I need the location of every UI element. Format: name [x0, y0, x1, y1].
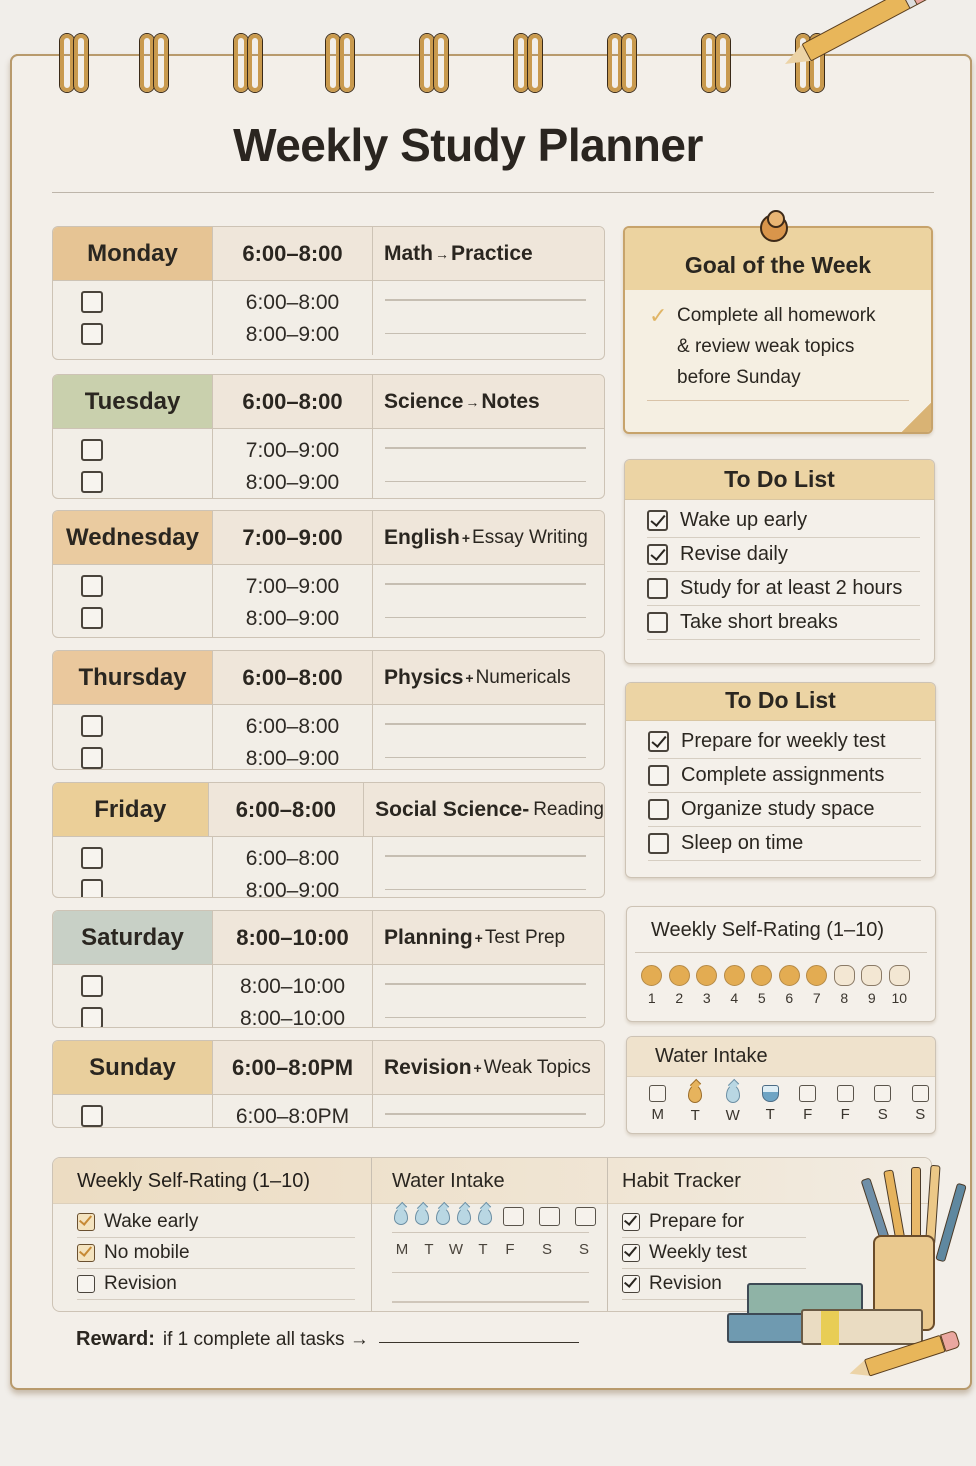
bottom-rating-title: Weekly Self-Rating (1–10) [77, 1170, 311, 1192]
rating-option[interactable] [751, 965, 773, 1006]
day-checkboxes [53, 837, 213, 898]
day-checkboxes [53, 1095, 213, 1128]
self-rating-card [626, 906, 936, 1022]
todo-item[interactable] [647, 538, 920, 572]
empty-circle-icon [861, 965, 882, 986]
rating-number: 4 [730, 990, 739, 1006]
goal-line: Complete all homework [677, 305, 876, 326]
day-header [53, 911, 604, 965]
day-time: 8:00–10:00 [213, 911, 373, 964]
day-letter: T [690, 1107, 700, 1124]
rating-title: Weekly Self-Rating (1–10) [635, 907, 927, 953]
notes-line-input[interactable] [385, 617, 586, 619]
slot-checkbox[interactable] [81, 715, 103, 737]
day-slots [213, 281, 373, 355]
day-block-saturday [52, 910, 605, 1028]
day-slots [213, 565, 373, 638]
notes-line-input[interactable] [385, 757, 586, 759]
day-letter: S [877, 1106, 888, 1123]
todo-item[interactable] [648, 725, 921, 759]
water-day[interactable] [908, 1085, 934, 1124]
day-letter: T [478, 1241, 488, 1259]
rating-option[interactable] [834, 965, 856, 1006]
arrow-icon: → [465, 393, 480, 410]
checked-checkbox[interactable] [77, 1213, 95, 1231]
tracker-label: Wake early [104, 1211, 199, 1232]
goal-title: Goal of the Week [625, 228, 931, 290]
subject-name: Social Science- [375, 797, 530, 821]
day-body [53, 705, 604, 770]
day-notes [373, 281, 604, 355]
empty-box-icon[interactable] [503, 1207, 524, 1226]
arrow-icon: → [435, 245, 449, 262]
day-header [53, 511, 604, 565]
rating-number: 9 [867, 990, 876, 1006]
water-drop-icon[interactable] [415, 1208, 429, 1225]
tracker-item[interactable] [77, 1269, 355, 1300]
day-body [53, 1095, 604, 1128]
day-notes [373, 965, 604, 1028]
title-divider [52, 192, 934, 193]
empty-box-icon [837, 1085, 854, 1102]
tracker-label: Prepare for [649, 1211, 745, 1232]
subject-name: Math [384, 241, 433, 265]
tracker-label: Revision [104, 1273, 177, 1294]
rating-option[interactable] [669, 965, 691, 1006]
notes-line-input[interactable] [385, 583, 586, 585]
goal-line: & review weak topics [677, 336, 855, 357]
empty-box-icon [649, 1085, 666, 1102]
day-letter: W [725, 1107, 740, 1124]
day-block-tuesday [52, 374, 605, 499]
goal-of-week-card [623, 226, 933, 434]
day-letter: S [578, 1241, 589, 1259]
day-time: 7:00–9:00 [213, 511, 373, 564]
day-time: 6:00–8:00 [209, 783, 365, 836]
reward-input[interactable] [379, 1342, 579, 1344]
tracker-item[interactable] [622, 1269, 806, 1300]
bottom-rating-column [53, 1158, 371, 1311]
notes-line-input[interactable] [385, 889, 586, 891]
day-notes [373, 565, 604, 638]
page-curl [899, 402, 933, 434]
checked-checkbox[interactable] [647, 510, 668, 531]
checked-checkbox[interactable] [622, 1244, 640, 1262]
slot-checkbox[interactable] [81, 575, 103, 597]
goal-text [625, 290, 931, 393]
day-letter: F [505, 1241, 515, 1259]
slot-checkbox[interactable] [81, 323, 103, 345]
binding-ring-icon [606, 34, 642, 94]
subject-topic: Practice [451, 241, 533, 265]
binding-ring-icon [418, 34, 454, 94]
subject-name: Science [384, 389, 464, 413]
slot-checkbox[interactable] [81, 975, 103, 997]
slot-time: 7:00–9:00 [245, 575, 340, 598]
day-letter: T [424, 1241, 434, 1259]
empty-circle-icon [834, 965, 855, 986]
day-subject [364, 783, 604, 836]
rating-option[interactable] [889, 965, 911, 1006]
water-day[interactable] [645, 1085, 671, 1124]
notes-line-input[interactable] [385, 983, 586, 985]
slot-checkbox[interactable] [81, 847, 103, 869]
day-subject [373, 227, 604, 280]
binding-ring-icon [324, 34, 360, 94]
day-block-monday [52, 226, 605, 360]
todo-label: Complete assignments [681, 764, 885, 786]
day-slots [213, 705, 373, 770]
checkbox[interactable] [648, 833, 669, 854]
day-checkboxes [53, 281, 213, 355]
todo-title: To Do List [625, 460, 934, 500]
water-drop-icon[interactable] [436, 1208, 450, 1225]
checked-checkbox[interactable] [648, 731, 669, 752]
filled-circle-icon [779, 965, 800, 986]
day-time: 6:00–8:00 [213, 651, 373, 704]
empty-box-icon [799, 1085, 816, 1102]
day-header [53, 651, 604, 705]
day-subject [373, 375, 604, 428]
reward-text: if 1 complete all tasks → [162, 1329, 369, 1350]
bottom-water-tracker [392, 1207, 607, 1226]
day-name: Saturday [53, 911, 213, 964]
day-header [53, 375, 604, 429]
rating-option[interactable] [806, 965, 828, 1006]
checkbox[interactable] [77, 1275, 95, 1293]
todo-item[interactable] [647, 572, 920, 606]
day-name: Thursday [53, 651, 213, 704]
checkbox[interactable] [648, 799, 669, 820]
bottom-water-title: Water Intake [392, 1170, 505, 1192]
bottom-water-day-labels [392, 1241, 607, 1258]
subject-topic: Test Prep [484, 926, 566, 948]
day-notes [373, 705, 604, 770]
slot-checkbox[interactable] [81, 291, 103, 313]
binding-ring-icon [512, 34, 548, 94]
checked-checkbox[interactable] [77, 1244, 95, 1262]
subject-name: Physics [384, 665, 464, 689]
notes-line-input[interactable] [385, 333, 586, 335]
day-notes [373, 837, 604, 898]
checkmark-icon: ✓ [649, 303, 668, 328]
todo-label: Study for at least 2 hours [680, 577, 903, 599]
rating-number: 3 [702, 990, 711, 1006]
water-day[interactable] [683, 1085, 709, 1124]
water-drop-icon [726, 1085, 740, 1103]
day-slots [213, 837, 373, 898]
day-subject [373, 1041, 604, 1094]
day-slots [213, 965, 373, 1028]
todo-list-card-1 [624, 459, 935, 664]
day-letter: W [448, 1241, 464, 1259]
rating-number: 8 [840, 990, 849, 1006]
day-header [53, 783, 604, 837]
subject-name: English [384, 525, 460, 549]
subject-topic: Reading [533, 798, 604, 820]
notes-line-input[interactable] [385, 855, 586, 857]
day-letter: M [395, 1241, 409, 1259]
notes-line-input[interactable] [385, 447, 586, 449]
filled-circle-icon [669, 965, 690, 986]
arrow-icon: + [473, 1059, 482, 1076]
filled-circle-icon [806, 965, 827, 986]
notes-line-input[interactable] [385, 1017, 586, 1019]
empty-box-icon[interactable] [575, 1207, 596, 1226]
tracker-item[interactable] [77, 1207, 355, 1238]
reward-label: Reward: [76, 1328, 155, 1350]
subject-topic: Notes [481, 389, 540, 413]
todo-item[interactable] [648, 759, 921, 793]
day-block-sunday [52, 1040, 605, 1128]
water-drop-icon [688, 1085, 702, 1103]
bottom-water-column [371, 1158, 607, 1311]
empty-circle-icon [889, 965, 910, 986]
day-letter: F [803, 1106, 813, 1123]
subject-topic: Numericals [475, 666, 571, 688]
day-notes [373, 1095, 604, 1128]
water-drop-icon[interactable] [394, 1208, 408, 1225]
tracker-item[interactable] [622, 1207, 806, 1238]
todo-item[interactable] [648, 827, 921, 861]
water-day[interactable] [758, 1085, 784, 1124]
tracker-label: No mobile [104, 1242, 190, 1263]
pushpin-icon [760, 214, 788, 242]
water-day[interactable] [833, 1085, 859, 1124]
day-header [53, 1041, 604, 1095]
water-day[interactable] [720, 1085, 746, 1124]
checkbox[interactable] [647, 578, 668, 599]
binding-ring-icon [58, 34, 94, 94]
rating-option[interactable] [724, 965, 746, 1006]
checked-checkbox[interactable] [622, 1275, 640, 1293]
todo-item[interactable] [647, 606, 920, 640]
day-body [53, 429, 604, 499]
habit-tracker-title: Habit Tracker [622, 1170, 741, 1192]
slot-time: 8:00–9:00 [245, 607, 340, 630]
filled-circle-icon [641, 965, 662, 986]
todo-label: Sleep on time [681, 832, 804, 854]
rating-number: 5 [757, 990, 766, 1006]
todo-label: Take short breaks [680, 611, 838, 633]
day-name: Wednesday [53, 511, 213, 564]
tracker-item[interactable] [77, 1238, 355, 1269]
day-checkboxes [53, 429, 213, 499]
binding-ring-icon [232, 34, 268, 94]
rating-number: 1 [647, 990, 656, 1006]
notes-line-input[interactable] [385, 1113, 586, 1115]
rating-number: 2 [675, 990, 684, 1006]
day-name: Sunday [53, 1041, 213, 1094]
day-letter: F [840, 1106, 850, 1123]
rating-number: 10 [891, 990, 908, 1006]
day-time: 6:00–8:0PM [213, 1041, 373, 1094]
todo-item[interactable] [648, 793, 921, 827]
empty-box-icon[interactable] [539, 1207, 560, 1226]
checked-checkbox[interactable] [622, 1213, 640, 1231]
day-checkboxes [53, 565, 213, 638]
rating-option[interactable] [861, 965, 883, 1006]
notes-line-input[interactable] [385, 481, 586, 483]
water-glass-icon [762, 1085, 779, 1102]
slot-time: 8:00–10:00 [239, 975, 346, 998]
habit-tracker-column [607, 1158, 932, 1311]
arrow-icon: + [461, 529, 471, 546]
checkbox[interactable] [647, 612, 668, 633]
day-checkboxes [53, 965, 213, 1028]
water-intake-card [626, 1036, 936, 1134]
rating-option[interactable] [641, 965, 663, 1006]
day-letter: S [915, 1106, 926, 1123]
slot-checkbox[interactable] [81, 471, 103, 493]
todo-label: Revise daily [680, 543, 788, 565]
slot-time: 7:00–9:00 [245, 439, 340, 462]
day-letter: T [765, 1106, 775, 1123]
binding-ring-icon [700, 34, 736, 94]
day-block-thursday [52, 650, 605, 770]
day-name: Monday [53, 227, 213, 280]
slot-checkbox[interactable] [81, 607, 103, 629]
day-subject [373, 911, 604, 964]
water-drop-icon[interactable] [457, 1208, 471, 1225]
slot-time: 8:00–9:00 [245, 747, 340, 770]
subject-topic: Essay Writing [472, 526, 588, 548]
divider [392, 1301, 589, 1302]
day-subject [373, 511, 604, 564]
water-day[interactable] [870, 1085, 896, 1124]
slot-checkbox[interactable] [81, 747, 103, 769]
notes-line-input[interactable] [385, 299, 586, 301]
rating-option[interactable] [779, 965, 801, 1006]
subject-name: Revision [384, 1055, 472, 1079]
subject-name: Planning [384, 925, 473, 949]
tracker-label: Weekly test [649, 1242, 747, 1263]
slot-checkbox[interactable] [81, 879, 103, 898]
todo-label: Wake up early [680, 509, 808, 531]
day-letter: S [541, 1241, 552, 1259]
todo-item[interactable] [647, 504, 920, 538]
slot-checkbox[interactable] [81, 1007, 103, 1028]
slot-time: 8:00–9:00 [245, 323, 340, 346]
filled-circle-icon [696, 965, 717, 986]
day-name: Friday [53, 783, 209, 836]
slot-time: 8:00–9:00 [245, 879, 340, 898]
tracker-label: Revision [649, 1273, 722, 1294]
rating-number: 7 [812, 990, 821, 1006]
day-slots [213, 429, 373, 499]
day-body [53, 565, 604, 638]
slot-time: 6:00–8:00 [245, 847, 340, 870]
todo-title: To Do List [626, 683, 935, 721]
water-day[interactable] [795, 1085, 821, 1124]
filled-circle-icon [751, 965, 772, 986]
slot-time: 6:00–8:00 [245, 715, 340, 738]
goal-line: before Sunday [677, 367, 801, 388]
slot-time: 8:00–9:00 [245, 471, 340, 494]
slot-time: 6:00–8:0PM [235, 1105, 350, 1128]
rating-scale [627, 953, 935, 1006]
slot-checkbox[interactable] [81, 439, 103, 461]
checked-checkbox[interactable] [647, 544, 668, 565]
water-drop-icon[interactable] [478, 1208, 492, 1225]
day-block-friday [52, 782, 605, 898]
slot-time: 6:00–8:00 [245, 291, 340, 314]
arrow-icon: + [474, 929, 483, 946]
tracker-item[interactable] [622, 1238, 806, 1269]
reward-row [76, 1328, 579, 1351]
checkbox[interactable] [648, 765, 669, 786]
day-body [53, 837, 604, 898]
day-header [53, 227, 604, 281]
todo-label: Organize study space [681, 798, 875, 820]
filled-circle-icon [724, 965, 745, 986]
todo-label: Prepare for weekly test [681, 730, 886, 752]
divider [392, 1272, 589, 1273]
water-title: Water Intake [627, 1037, 935, 1077]
day-body [53, 965, 604, 1028]
day-name: Tuesday [53, 375, 213, 428]
day-body [53, 281, 604, 355]
day-block-wednesday [52, 510, 605, 638]
day-time: 6:00–8:00 [213, 227, 373, 280]
slot-time: 8:00–10:00 [239, 1007, 346, 1028]
todo-list-card-2 [625, 682, 936, 878]
binding-ring-icon [138, 34, 174, 94]
goal-divider [647, 400, 909, 401]
water-tracker [627, 1077, 935, 1124]
bottom-trackers-panel [52, 1157, 932, 1312]
rating-number: 6 [785, 990, 794, 1006]
day-time: 6:00–8:00 [213, 375, 373, 428]
divider [392, 1232, 589, 1233]
subject-topic: Weak Topics [483, 1056, 591, 1078]
day-slots [213, 1095, 373, 1128]
slot-checkbox[interactable] [81, 1105, 103, 1127]
page-title: Weekly Study Planner [233, 119, 703, 171]
empty-box-icon [912, 1085, 929, 1102]
empty-box-icon [874, 1085, 891, 1102]
day-notes [373, 429, 604, 499]
notes-line-input[interactable] [385, 723, 586, 725]
rating-option[interactable] [696, 965, 718, 1006]
arrow-icon: + [465, 669, 474, 686]
day-checkboxes [53, 705, 213, 770]
day-letter: M [651, 1106, 664, 1123]
day-subject [373, 651, 604, 704]
